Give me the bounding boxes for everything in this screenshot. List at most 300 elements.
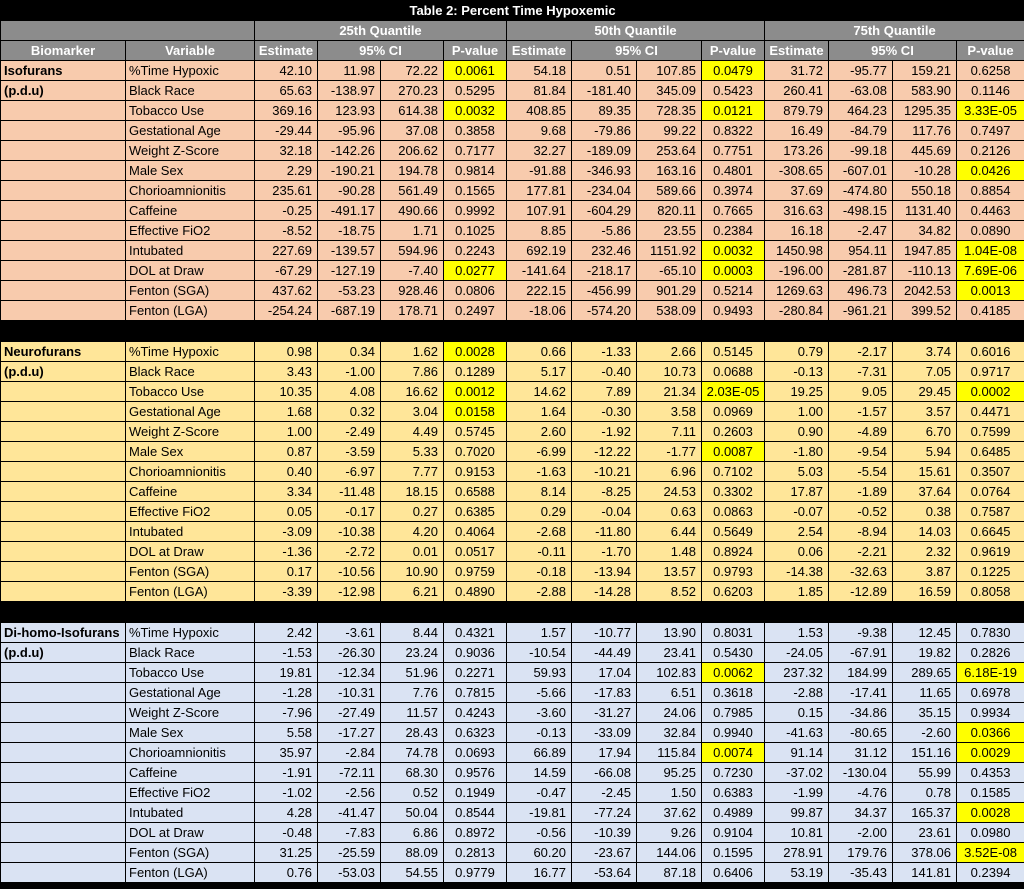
pvalue-cell: 0.0969 (702, 402, 765, 422)
variable-cell: Male Sex (126, 161, 255, 181)
ci-upper-cell: 5.94 (893, 442, 957, 462)
ci-lower-cell: 4.08 (318, 382, 381, 402)
estimate-cell: 8.85 (507, 221, 572, 241)
table-row (1, 161, 1024, 181)
pvalue-cell: 0.0062 (702, 663, 765, 683)
ci-upper-cell: 54.55 (381, 863, 444, 883)
estimate-cell: -18.06 (507, 301, 572, 321)
biomarker-name: Isofurans (1, 61, 126, 81)
pvalue-header: P-value (957, 41, 1024, 61)
ci-lower-cell: -1.70 (572, 542, 637, 562)
blank-header-cell (1, 21, 255, 41)
pvalue-cell: 0.7751 (702, 141, 765, 161)
ci-lower-cell: -95.77 (829, 61, 893, 81)
table-row (1, 281, 1024, 301)
pvalue-cell: 0.1025 (444, 221, 507, 241)
pvalue-cell: 0.7665 (702, 201, 765, 221)
ci-lower-cell: -26.30 (318, 643, 381, 663)
variable-cell: Chorioamnionitis (126, 181, 255, 201)
ci-lower-cell: -456.99 (572, 281, 637, 301)
pvalue-cell: 0.2243 (444, 241, 507, 261)
pvalue-cell: 0.0693 (444, 743, 507, 763)
pvalue-cell: 3.33E-05 (957, 101, 1024, 121)
table-row (1, 823, 1024, 843)
variable-cell: %Time Hypoxic (126, 623, 255, 643)
estimate-cell: 369.16 (255, 101, 318, 121)
variable-cell: Weight Z-Score (126, 703, 255, 723)
variable-cell: Chorioamnionitis (126, 462, 255, 482)
estimate-cell: 5.17 (507, 362, 572, 382)
estimate-cell: -0.13 (765, 362, 829, 382)
biomarker-cell (1, 663, 126, 683)
pvalue-cell: 0.0277 (444, 261, 507, 281)
ci-upper-cell: 37.64 (893, 482, 957, 502)
ci-upper-cell: 23.24 (381, 643, 444, 663)
variable-cell: %Time Hypoxic (126, 342, 255, 362)
pvalue-cell: 0.0074 (702, 743, 765, 763)
pvalue-cell: 0.4185 (957, 301, 1024, 321)
ci-upper-cell: 614.38 (381, 101, 444, 121)
biomarker-cell (1, 422, 126, 442)
ci-lower-cell: -130.04 (829, 763, 893, 783)
estimate-cell: 2.60 (507, 422, 572, 442)
estimate-cell: 4.28 (255, 803, 318, 823)
ci-upper-cell: 538.09 (637, 301, 702, 321)
ci-upper-cell: 6.86 (381, 823, 444, 843)
estimate-cell: 0.40 (255, 462, 318, 482)
ci-lower-cell: -44.49 (572, 643, 637, 663)
ci-lower-cell: -17.83 (572, 683, 637, 703)
ci-upper-cell: 561.49 (381, 181, 444, 201)
estimate-cell: -0.48 (255, 823, 318, 843)
ci-lower-cell: -5.54 (829, 462, 893, 482)
ci-upper-cell: 399.52 (893, 301, 957, 321)
table-row (1, 522, 1024, 542)
pvalue-cell: 0.6383 (702, 783, 765, 803)
estimate-cell: 1.00 (255, 422, 318, 442)
estimate-cell: -2.88 (507, 582, 572, 602)
table-row (1, 663, 1024, 683)
ci-upper-cell: 0.78 (893, 783, 957, 803)
pvalue-cell: 0.9779 (444, 863, 507, 883)
ci-upper-cell: 0.27 (381, 502, 444, 522)
estimate-cell: 16.18 (765, 221, 829, 241)
pvalue-cell: 0.0032 (444, 101, 507, 121)
biomarker-cell (1, 482, 126, 502)
ci-upper-cell: 0.38 (893, 502, 957, 522)
ci-upper-cell: 4.49 (381, 422, 444, 442)
ci-lower-cell: -67.91 (829, 643, 893, 663)
pvalue-cell: 2.03E-05 (702, 382, 765, 402)
ci-upper-cell: 7.11 (637, 422, 702, 442)
ci-upper-cell: 11.57 (381, 703, 444, 723)
ci-lower-cell: -95.96 (318, 121, 381, 141)
biomarker-cell (1, 141, 126, 161)
pvalue-cell: 0.0479 (702, 61, 765, 81)
pvalue-cell: 0.9153 (444, 462, 507, 482)
variable-cell: Black Race (126, 81, 255, 101)
pvalue-cell: 0.0121 (702, 101, 765, 121)
biomarker-cell (1, 281, 126, 301)
ci-upper-cell: 24.53 (637, 482, 702, 502)
table-row (1, 61, 1024, 81)
ci-lower-cell: -0.52 (829, 502, 893, 522)
biomarker-cell (1, 121, 126, 141)
estimate-cell: 1.00 (765, 402, 829, 422)
biomarker-header: Biomarker (1, 41, 126, 61)
ci-upper-cell: 3.04 (381, 402, 444, 422)
ci-upper-cell: 107.85 (637, 61, 702, 81)
estimate-cell: -1.36 (255, 542, 318, 562)
ci-upper-cell: 0.52 (381, 783, 444, 803)
variable-cell: Fenton (LGA) (126, 863, 255, 883)
estimate-cell: 60.20 (507, 843, 572, 863)
ci-upper-cell: 901.29 (637, 281, 702, 301)
pvalue-cell: 0.0013 (957, 281, 1024, 301)
estimate-cell: 19.81 (255, 663, 318, 683)
ci-lower-cell: -5.86 (572, 221, 637, 241)
ci-upper-cell: 2042.53 (893, 281, 957, 301)
pvalue-cell: 0.0426 (957, 161, 1024, 181)
table-row (1, 743, 1024, 763)
ci-lower-cell: -35.43 (829, 863, 893, 883)
ci-lower-cell: -12.89 (829, 582, 893, 602)
ci-upper-cell: 24.06 (637, 703, 702, 723)
ci-upper-cell: 10.90 (381, 562, 444, 582)
ci-upper-cell: 23.61 (893, 823, 957, 843)
ci-lower-cell: -8.25 (572, 482, 637, 502)
ci-lower-cell: 464.23 (829, 101, 893, 121)
pvalue-cell: 0.2813 (444, 843, 507, 863)
ci-lower-cell: -7.83 (318, 823, 381, 843)
table-row (1, 562, 1024, 582)
ci-upper-cell: 589.66 (637, 181, 702, 201)
ci-upper-cell: 4.20 (381, 522, 444, 542)
pvalue-cell: 0.6978 (957, 683, 1024, 703)
ci-lower-cell: -27.49 (318, 703, 381, 723)
ci-lower-cell: 34.37 (829, 803, 893, 823)
ci-lower-cell: -2.21 (829, 542, 893, 562)
pvalue-cell: 0.7985 (702, 703, 765, 723)
variable-cell: Black Race (126, 643, 255, 663)
estimate-cell: -308.65 (765, 161, 829, 181)
estimate-cell: -0.47 (507, 783, 572, 803)
ci-lower-cell: -961.21 (829, 301, 893, 321)
ci-lower-cell: -53.64 (572, 863, 637, 883)
ci-lower-cell: -6.97 (318, 462, 381, 482)
estimate-cell: 177.81 (507, 181, 572, 201)
ci-lower-cell: -72.11 (318, 763, 381, 783)
pvalue-cell: 0.9934 (957, 703, 1024, 723)
estimate-cell: 19.25 (765, 382, 829, 402)
pvalue-cell: 0.9992 (444, 201, 507, 221)
ci-lower-cell: 496.73 (829, 281, 893, 301)
estimate-cell: -10.54 (507, 643, 572, 663)
pvalue-cell: 0.2497 (444, 301, 507, 321)
variable-cell: %Time Hypoxic (126, 61, 255, 81)
pvalue-cell: 0.4353 (957, 763, 1024, 783)
ci-lower-cell: 232.46 (572, 241, 637, 261)
ci-lower-cell: -138.97 (318, 81, 381, 101)
ci-upper-cell: 178.71 (381, 301, 444, 321)
pvalue-cell: 0.6406 (702, 863, 765, 883)
estimate-cell: 35.97 (255, 743, 318, 763)
estimate-cell: 235.61 (255, 181, 318, 201)
ci-upper-cell: 6.21 (381, 582, 444, 602)
ci-header: 95% CI (318, 41, 444, 61)
pvalue-cell: 0.9793 (702, 562, 765, 582)
pvalue-cell: 0.9759 (444, 562, 507, 582)
pvalue-cell: 0.0764 (957, 482, 1024, 502)
ci-upper-cell: 7.76 (381, 683, 444, 703)
estimate-cell: 2.54 (765, 522, 829, 542)
ci-upper-cell: 29.45 (893, 382, 957, 402)
pvalue-cell: 0.6485 (957, 442, 1024, 462)
ci-lower-cell: -25.59 (318, 843, 381, 863)
ci-upper-cell: 21.34 (637, 382, 702, 402)
ci-lower-cell: -8.94 (829, 522, 893, 542)
ci-upper-cell: 102.83 (637, 663, 702, 683)
estimate-cell: -6.99 (507, 442, 572, 462)
variable-cell: Intubated (126, 803, 255, 823)
ci-upper-cell: 9.26 (637, 823, 702, 843)
estimate-cell: -3.60 (507, 703, 572, 723)
ci-upper-cell: -1.77 (637, 442, 702, 462)
ci-upper-cell: 10.73 (637, 362, 702, 382)
pvalue-cell: 0.5430 (702, 643, 765, 663)
biomarker-unit: (p.d.u) (1, 362, 126, 382)
table-row (1, 623, 1024, 643)
ci-lower-cell: -11.80 (572, 522, 637, 542)
table-row (1, 482, 1024, 502)
biomarker-cell (1, 442, 126, 462)
quantile-25-header: 25th Quantile (255, 21, 507, 41)
ci-upper-cell: 445.69 (893, 141, 957, 161)
estimate-cell: -0.07 (765, 502, 829, 522)
estimate-cell: 91.14 (765, 743, 829, 763)
ci-upper-cell: 928.46 (381, 281, 444, 301)
estimate-cell: -0.25 (255, 201, 318, 221)
ci-upper-cell: 16.62 (381, 382, 444, 402)
biomarker-cell (1, 402, 126, 422)
table-title: Table 2: Percent Time Hypoxemic (1, 1, 1024, 21)
biomarker-cell (1, 301, 126, 321)
pvalue-cell: 0.4321 (444, 623, 507, 643)
variable-cell: DOL at Draw (126, 261, 255, 281)
ci-upper-cell: 3.57 (893, 402, 957, 422)
ci-lower-cell: -2.56 (318, 783, 381, 803)
biomarker-cell (1, 863, 126, 883)
group-separator (1, 321, 1024, 342)
ci-lower-cell: -0.40 (572, 362, 637, 382)
ci-lower-cell: -2.84 (318, 743, 381, 763)
pvalue-cell: 0.7102 (702, 462, 765, 482)
biomarker-cell (1, 823, 126, 843)
table-body (1, 61, 1024, 883)
estimate-cell: -7.96 (255, 703, 318, 723)
biomarker-cell (1, 181, 126, 201)
ci-lower-cell: -13.94 (572, 562, 637, 582)
estimate-cell: 2.42 (255, 623, 318, 643)
estimate-cell: -1.02 (255, 783, 318, 803)
estimate-cell: 0.05 (255, 502, 318, 522)
pvalue-cell: 0.9940 (702, 723, 765, 743)
ci-lower-cell: -80.65 (829, 723, 893, 743)
pvalue-cell: 0.2384 (702, 221, 765, 241)
estimate-cell: 0.87 (255, 442, 318, 462)
estimate-cell: 16.77 (507, 863, 572, 883)
ci-lower-cell: -10.21 (572, 462, 637, 482)
ci-upper-cell: 2.66 (637, 342, 702, 362)
pvalue-cell: 0.8544 (444, 803, 507, 823)
table-row (1, 763, 1024, 783)
biomarker-cell (1, 161, 126, 181)
pvalue-cell: 0.1585 (957, 783, 1024, 803)
estimate-cell: 437.62 (255, 281, 318, 301)
pvalue-cell: 0.6385 (444, 502, 507, 522)
biomarker-cell (1, 743, 126, 763)
ci-lower-cell: 31.12 (829, 743, 893, 763)
estimate-cell: -0.13 (507, 723, 572, 743)
variable-cell: Gestational Age (126, 121, 255, 141)
pvalue-cell: 0.2271 (444, 663, 507, 683)
ci-lower-cell: 89.35 (572, 101, 637, 121)
pvalue-cell: 0.5649 (702, 522, 765, 542)
variable-cell: Fenton (LGA) (126, 582, 255, 602)
variable-cell: Tobacco Use (126, 101, 255, 121)
biomarker-unit: (p.d.u) (1, 643, 126, 663)
estimate-cell: -141.64 (507, 261, 572, 281)
ci-upper-cell: 51.96 (381, 663, 444, 683)
table-row (1, 382, 1024, 402)
ci-lower-cell: -474.80 (829, 181, 893, 201)
estimate-cell: 31.25 (255, 843, 318, 863)
estimate-cell: -2.68 (507, 522, 572, 542)
ci-upper-cell: 194.78 (381, 161, 444, 181)
estimate-cell: 0.17 (255, 562, 318, 582)
ci-upper-cell: 74.78 (381, 743, 444, 763)
estimate-cell: 14.59 (507, 763, 572, 783)
ci-upper-cell: 13.90 (637, 623, 702, 643)
variable-cell: DOL at Draw (126, 823, 255, 843)
separator-cell (1, 321, 1024, 342)
pvalue-cell: 0.5423 (702, 81, 765, 101)
pvalue-cell: 0.2603 (702, 422, 765, 442)
ci-lower-cell: -32.63 (829, 562, 893, 582)
estimate-cell: 107.91 (507, 201, 572, 221)
ci-lower-cell: -31.27 (572, 703, 637, 723)
estimate-cell: 66.89 (507, 743, 572, 763)
ci-upper-cell: 88.09 (381, 843, 444, 863)
ci-lower-cell: 184.99 (829, 663, 893, 683)
ci-lower-cell: 9.05 (829, 382, 893, 402)
variable-cell: Caffeine (126, 201, 255, 221)
pvalue-cell: 0.9814 (444, 161, 507, 181)
biomarker-cell (1, 783, 126, 803)
variable-cell: Tobacco Use (126, 663, 255, 683)
estimate-cell: 0.98 (255, 342, 318, 362)
estimate-cell: 5.58 (255, 723, 318, 743)
pvalue-cell: 0.0158 (444, 402, 507, 422)
ci-upper-cell: 3.58 (637, 402, 702, 422)
pvalue-cell: 0.1595 (702, 843, 765, 863)
estimate-cell: 1.68 (255, 402, 318, 422)
variable-header: Variable (126, 41, 255, 61)
pvalue-cell: 0.0032 (702, 241, 765, 261)
pvalue-cell: 0.3302 (702, 482, 765, 502)
pvalue-cell: 0.8854 (957, 181, 1024, 201)
variable-cell: Gestational Age (126, 683, 255, 703)
pvalue-cell: 0.9576 (444, 763, 507, 783)
ci-upper-cell: 23.55 (637, 221, 702, 241)
table-row (1, 261, 1024, 281)
estimate-cell: -8.52 (255, 221, 318, 241)
variable-cell: Gestational Age (126, 402, 255, 422)
pvalue-cell: 0.4801 (702, 161, 765, 181)
pvalue-cell: 0.9619 (957, 542, 1024, 562)
ci-upper-cell: 289.65 (893, 663, 957, 683)
ci-lower-cell: 179.76 (829, 843, 893, 863)
ci-lower-cell: -17.27 (318, 723, 381, 743)
ci-lower-cell: -10.39 (572, 823, 637, 843)
variable-cell: Fenton (SGA) (126, 843, 255, 863)
table-row (1, 422, 1024, 442)
biomarker-cell (1, 382, 126, 402)
table-row (1, 723, 1024, 743)
table-row (1, 201, 1024, 221)
pvalue-cell: 0.1565 (444, 181, 507, 201)
ci-lower-cell: -687.19 (318, 301, 381, 321)
pvalue-cell: 0.0890 (957, 221, 1024, 241)
table-row (1, 502, 1024, 522)
ci-lower-cell: -18.75 (318, 221, 381, 241)
pvalue-cell: 0.0012 (444, 382, 507, 402)
ci-lower-cell: -99.18 (829, 141, 893, 161)
estimate-cell: 81.84 (507, 81, 572, 101)
ci-upper-cell: 165.37 (893, 803, 957, 823)
variable-cell: Fenton (SGA) (126, 281, 255, 301)
ci-header: 95% CI (829, 41, 957, 61)
estimate-cell: 65.63 (255, 81, 318, 101)
ci-lower-cell: -0.30 (572, 402, 637, 422)
estimate-cell: 5.03 (765, 462, 829, 482)
ci-lower-cell: 0.34 (318, 342, 381, 362)
table-row (1, 703, 1024, 723)
table-row (1, 101, 1024, 121)
pvalue-cell: 0.9717 (957, 362, 1024, 382)
variable-cell: Weight Z-Score (126, 141, 255, 161)
ci-lower-cell: -33.09 (572, 723, 637, 743)
pvalue-cell: 0.7230 (702, 763, 765, 783)
ci-lower-cell: -12.22 (572, 442, 637, 462)
estimate-cell: -19.81 (507, 803, 572, 823)
ci-upper-cell: 7.05 (893, 362, 957, 382)
ci-lower-cell: -90.28 (318, 181, 381, 201)
pvalue-cell: 0.6645 (957, 522, 1024, 542)
ci-lower-cell: 0.51 (572, 61, 637, 81)
estimate-cell: 879.79 (765, 101, 829, 121)
pvalue-cell: 0.7020 (444, 442, 507, 462)
table-row (1, 442, 1024, 462)
estimate-cell: -29.44 (255, 121, 318, 141)
ci-lower-cell: -4.89 (829, 422, 893, 442)
ci-lower-cell: -77.24 (572, 803, 637, 823)
ci-upper-cell: 68.30 (381, 763, 444, 783)
ci-lower-cell: -142.26 (318, 141, 381, 161)
biomarker-cell (1, 221, 126, 241)
ci-lower-cell: -84.79 (829, 121, 893, 141)
ci-upper-cell: 7.86 (381, 362, 444, 382)
